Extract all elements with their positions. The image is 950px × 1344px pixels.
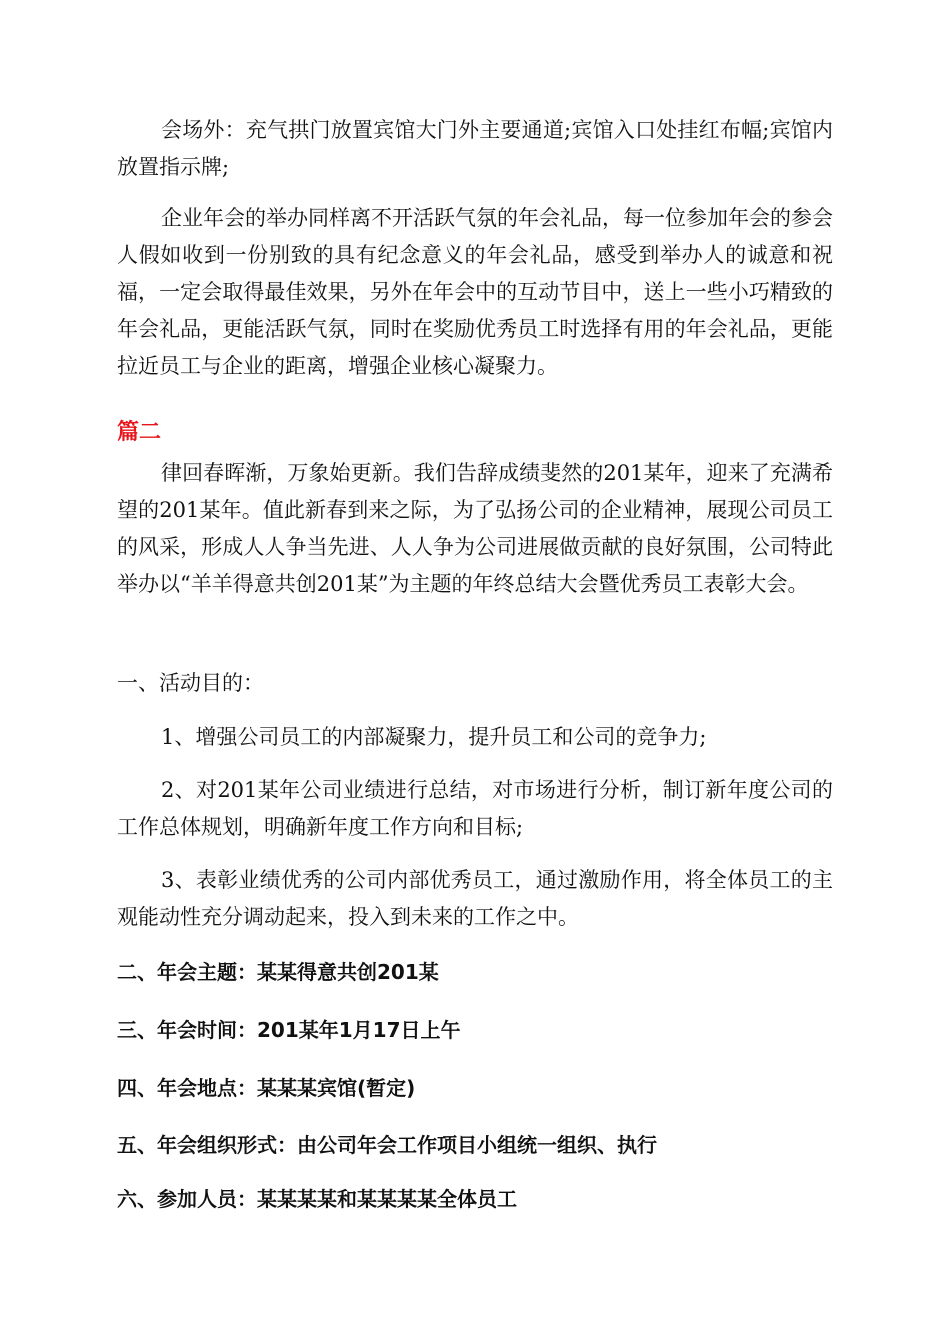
purpose-item-3: 3、表彰业绩优秀的公司内部优秀员工，通过激励作用，将全体员工的主观能动性充分调动起来，投入到未来的工作之中。 — [117, 868, 833, 929]
organization-form: 五、年会组织形式：由公司年会工作项目小组统一组织、执行 — [117, 1133, 657, 1157]
purpose-title: 一、活动目的： — [117, 671, 264, 695]
section-heading: 篇二 — [117, 420, 162, 445]
annual-time: 三、年会时间：201某年1月17日上午 — [117, 1018, 461, 1042]
paragraph-intro: 律回春晖渐，万象始更新。我们告辞成绩斐然的201某年，迎来了充满希望的201某年。值此新春到来之际，为了弘扬公司的企业精神，展现公司员工的风采，形成人人争当先进、人人争为公司进展做贡献的良好氛围，公司特此举办以“羊羊得意共创201某”为主题的年终总结大会暨优秀员工表彰大会。 — [117, 461, 833, 596]
annual-location: 四、年会地点：某某某宾馆(暂定) — [117, 1076, 416, 1100]
purpose-item-2: 2、对201某年公司业绩进行总结，对市场进行分析，制订新年度公司的工作总体规划，明确新年度工作方向和目标; — [117, 778, 833, 839]
annual-theme: 二、年会主题：某某得意共创201某 — [117, 960, 439, 984]
purpose-item-1: 1、增强公司员工的内部凝聚力，提升员工和公司的竞争力; — [161, 725, 707, 749]
paragraph-annual-gifts: 企业年会的举办同样离不开活跃气氛的年会礼品，每一位参加年会的参会人假如收到一份别致的具有纪念意义的年会礼品，感受到举办人的诚意和祝福，一定会取得最佳效果，另外在年会中的互动节目中，送上一些小巧精致的年会礼品，更能活跃气氛，同时在奖励优秀员工时选择有用的年会礼品，更能拉近员工与企业的距离，增强企业核心凝聚力。 — [117, 206, 833, 378]
paragraph-venue-outside: 会场外：充气拱门放置宾馆大门外主要通道;宾馆入口处挂红布幅;宾馆内放置指示牌; — [117, 118, 833, 179]
participants: 六、参加人员：某某某某和某某某某全体员工 — [117, 1187, 517, 1211]
